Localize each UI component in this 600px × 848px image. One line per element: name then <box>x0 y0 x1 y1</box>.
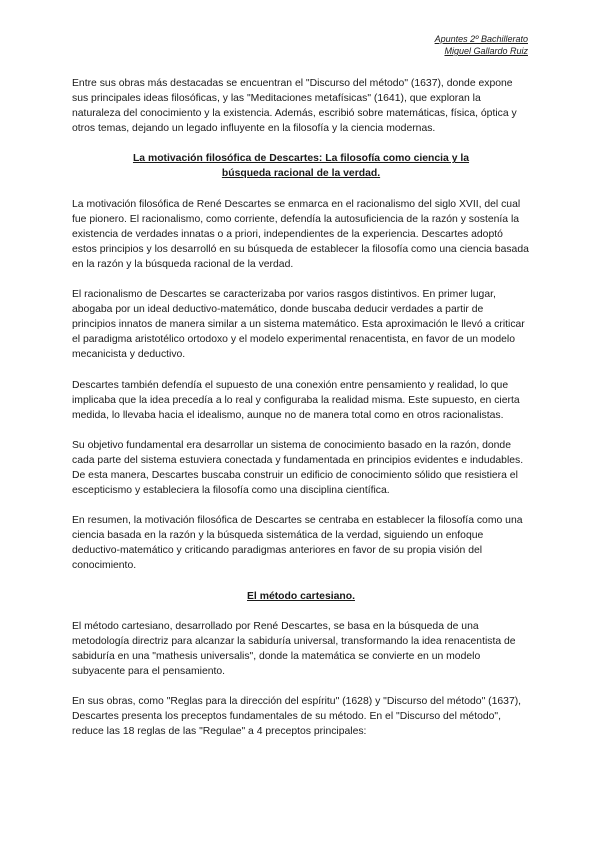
paragraph: Descartes también defendía el supuesto de una conexión entre pensamiento y realidad, lo que implicaba que la idea precedía a lo real y configuraba la realidad misma. Este supuesto, en cierta medida, lo llevaba hacia el idealismo, aunque no de manera total como en otros racionalistas. <box>72 379 520 421</box>
paragraph: Su objetivo fundamental era desarrollar un sistema de conocimiento basado en la razón, donde cada parte del sistema estuviera conectada y fundamentada en principios evidentes e indudables. De esta manera, Descartes buscaba construir un edificio de conocimiento sólido que resistiera el escepticismo y estableciera la filosofía como una disciplina científica. <box>72 439 524 497</box>
header-author: Miguel Gallardo Ruiz <box>444 46 528 56</box>
intro-paragraph: Entre sus obras más destacadas se encuentran el "Discurso del método" (1637), donde expone sus principales ideas filosóficas, y las "Meditaciones metafísicas" (1641), que exploran la naturaleza del conocimiento y la existencia. Además, escribió sobre matemáticas, física, óptica y otros temas, dejando un legado influyente en la filosofía y la ciencia modernas. <box>72 78 517 135</box>
paragraph: En sus obras, como "Reglas para la dirección del espíritu" (1628) y "Discurso del método" (1637), Descartes presenta los preceptos fundamentales de su método. En el "Discurso del método", reduce las 18 reglas de las "Regulae" a 4 preceptos principales: <box>72 696 522 738</box>
section-heading-method: El método cartesiano. <box>247 590 355 602</box>
paragraph: La motivación filosófica de René Descartes se enmarca en el racionalismo del siglo XVII, del cual fue pionero. El racionalismo, como corriente, defendía la autosuficiencia de la razón y sostenía la existencia de verdades innatas o a priori, independientes de la experiencia. Descartes adoptó estos principios y los desarrolló en su búsqueda de establecer la filosofía como una ciencia basada en la razón y la búsqueda racional de la verdad. <box>72 198 529 270</box>
section-heading-motivation: La motivación filosófica de Descartes: La filosofía como ciencia y la búsqueda racional de la verdad. <box>132 153 470 180</box>
page-header <box>435 33 528 57</box>
paragraph: En resumen, la motivación filosófica de Descartes se centraba en establecer la filosofía como una ciencia basada en la razón y la búsqueda sistemática de la verdad, siguiendo un enfoque deductivo-matemático y criticando paradigmas anteriores en favor de su propia visión del conocimiento. <box>72 515 523 572</box>
paragraph: El racionalismo de Descartes se caracterizaba por varios rasgos distintivos. En primer lugar, abogaba por un ideal deductivo-matemático, donde buscaba deducir verdades a partir de principios innatos de manera similar a un sistema matemático. Esta aproximación le llevó a criticar el paradigma aristotélico ortodoxo y el modelo experimental renacentista, en favor de un modelo mecanicista y deductivo. <box>72 289 525 361</box>
document-body <box>72 76 530 754</box>
paragraph: El método cartesiano, desarrollado por René Descartes, se basa en la búsqueda de una metodología directriz para alcanzar la sabiduría universal, transformando la idea renacentista de sabiduría en una "mathesis universalis", donde la matemática se convierte en un modelo subyacente para el pensamiento. <box>72 620 516 677</box>
header-course: Apuntes 2º Bachillerato <box>434 34 528 44</box>
